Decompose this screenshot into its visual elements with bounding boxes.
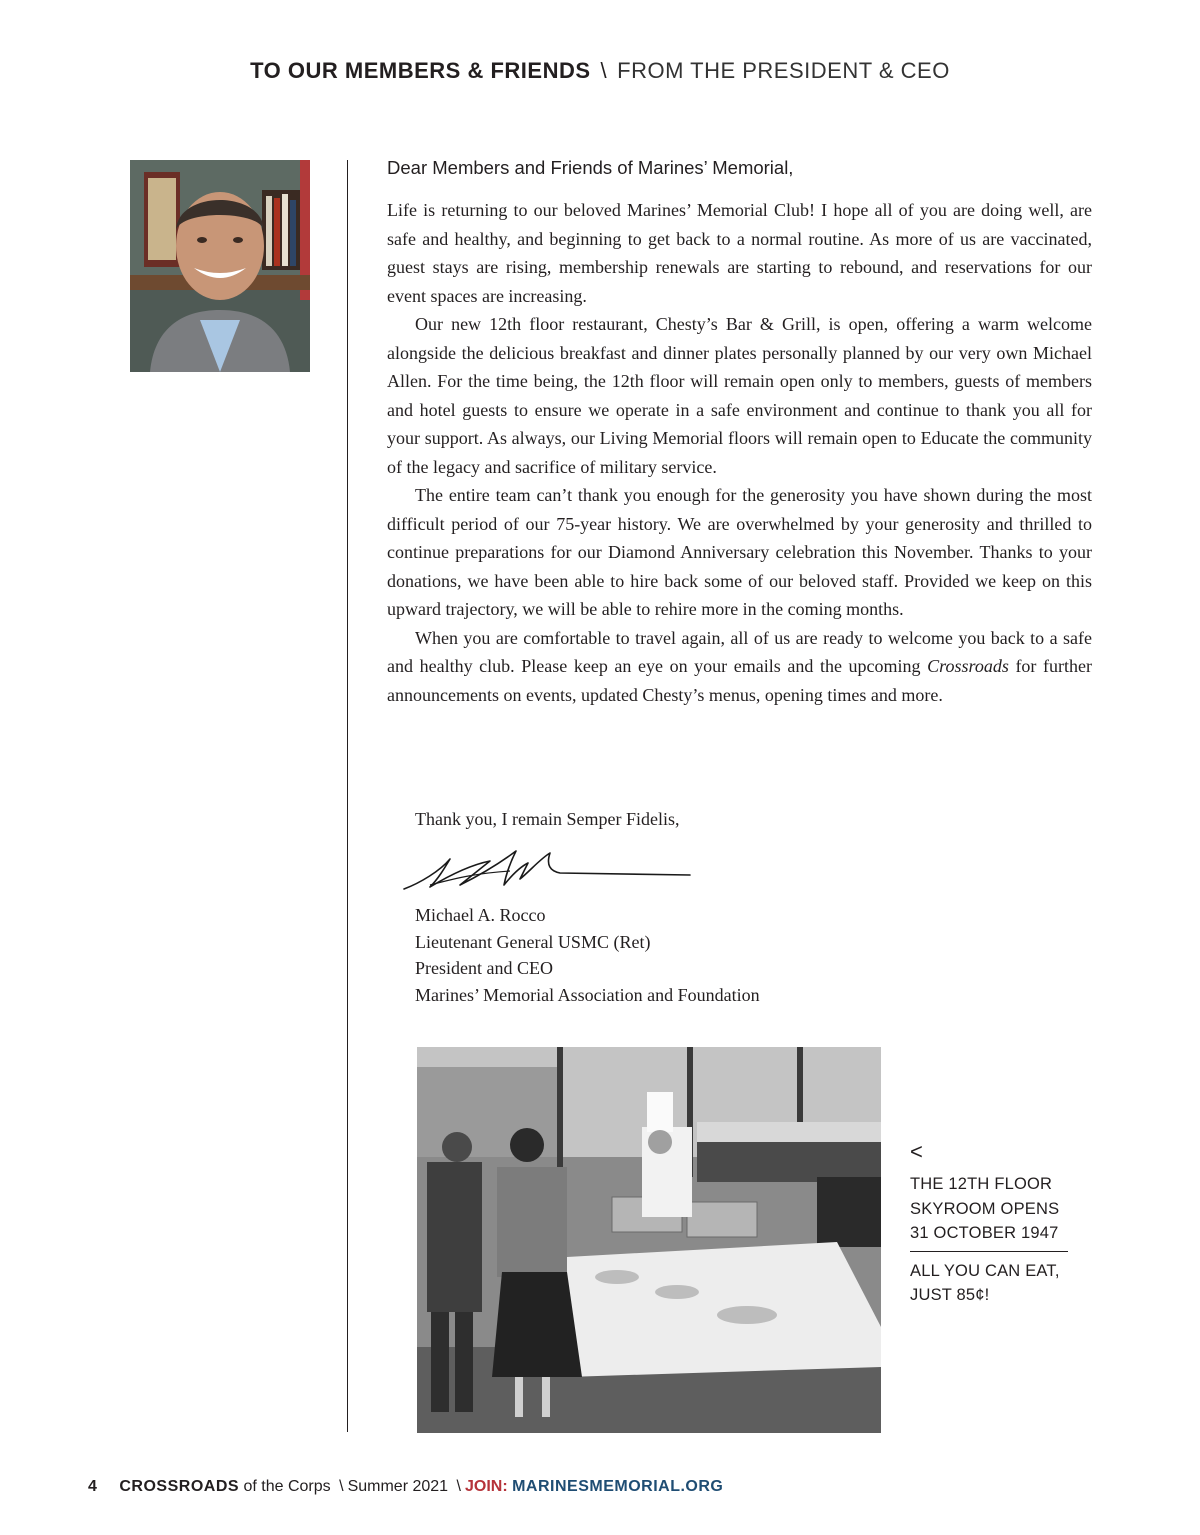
signer-rank: Lieutenant General USMC (Ret): [415, 931, 651, 952]
publication-title: Crossroads: [927, 656, 1009, 676]
header-separator: \: [600, 58, 608, 83]
signer-title: President and CEO: [415, 958, 553, 978]
signer-name: Michael A. Rocco: [415, 905, 546, 925]
photo-caption: [910, 1140, 1068, 1308]
letter-salutation: Dear Members and Friends of Marines’ Memorial,: [387, 157, 794, 178]
publication-brand: CROSSROADS: [119, 1478, 240, 1495]
historic-image-icon: [417, 1047, 881, 1433]
website-link[interactable]: MARINESMEMORIAL.ORG: [512, 1478, 724, 1495]
issue-label: Summer 2021: [347, 1478, 449, 1495]
caption-line-1: THE 12TH FLOOR SKYROOM OPENS 31 OCTOBER 1947: [910, 1175, 1060, 1242]
section-subtitle: FROM THE PRESIDENT & CEO: [617, 58, 950, 83]
p4-text-before: When you are comfortable to travel again, all of us are ready to welcome you back to a safe and healthy club. Please keep an eye on your emails and the upcoming: [387, 627, 1092, 676]
caption-line-2: ALL YOU CAN EAT, JUST 85¢!: [910, 1261, 1060, 1304]
footer-separator-1: \: [339, 1478, 344, 1495]
page-number: 4: [88, 1478, 97, 1495]
historic-photo: [417, 1047, 881, 1433]
letter-paragraph-3: The entire team can’t thank you enough for the generosity you have shown during the most difficult period of our 75-year history. We are overwhelmed by your generosity and thrilled to continue preparations for our Diamond Anniversary celebration this November. Thanks to your donations, we have been able to hire back some of our beloved staff. Provided we keep on this upward trajectory, we will be able to rehire more in the coming months.: [387, 485, 1092, 619]
join-label: JOIN:: [464, 1478, 508, 1495]
p4-text-after: for further announcements on events, updated Chesty’s menus, opening times and more.: [387, 656, 1093, 705]
publication-brand-rest: of the Corps: [243, 1478, 331, 1495]
letter-closing: Thank you, I remain Semper Fidelis,: [415, 809, 680, 829]
footer-separator-2: \: [456, 1478, 461, 1495]
portrait-image-icon: [130, 160, 310, 372]
caption-arrow: <: [910, 1139, 924, 1164]
page-footer: [88, 1478, 723, 1496]
letter-body: [387, 196, 1092, 709]
letter-paragraph-1: Life is returning to our beloved Marines’ Memorial Club! I hope all of you are doing well, are safe and healthy, and beginning to get back to a normal routine. As more of us are vaccinated, guest stays are rising, membership renewals are starting to rebound, and reservations for our event spaces are increasing.: [387, 200, 1092, 306]
page-header: [0, 58, 1200, 84]
column-divider: [347, 160, 348, 1432]
letter-paragraph-4: [387, 624, 1092, 710]
signature-block: [415, 902, 760, 1008]
section-title: TO OUR MEMBERS & FRIENDS: [250, 58, 591, 83]
portrait-photo: [130, 160, 310, 372]
caption-rule: [910, 1251, 1068, 1252]
signature-icon: [400, 845, 695, 895]
letter-paragraph-2: Our new 12th floor restaurant, Chesty’s Bar & Grill, is open, offering a warm welcome alongside the delicious breakfast and dinner plates personally planned by our very own Michael Allen. For the time being, the 12th floor will remain open only to members, guests of members and hotel guests to ensure we operate in a safe environment and continue to thank you all for your support. As always, our Living Memorial floors will remain open to Educate the community of the legacy and sacrifice of military service.: [387, 314, 1092, 477]
signer-organization: Marines’ Memorial Association and Foundation: [415, 984, 760, 1005]
